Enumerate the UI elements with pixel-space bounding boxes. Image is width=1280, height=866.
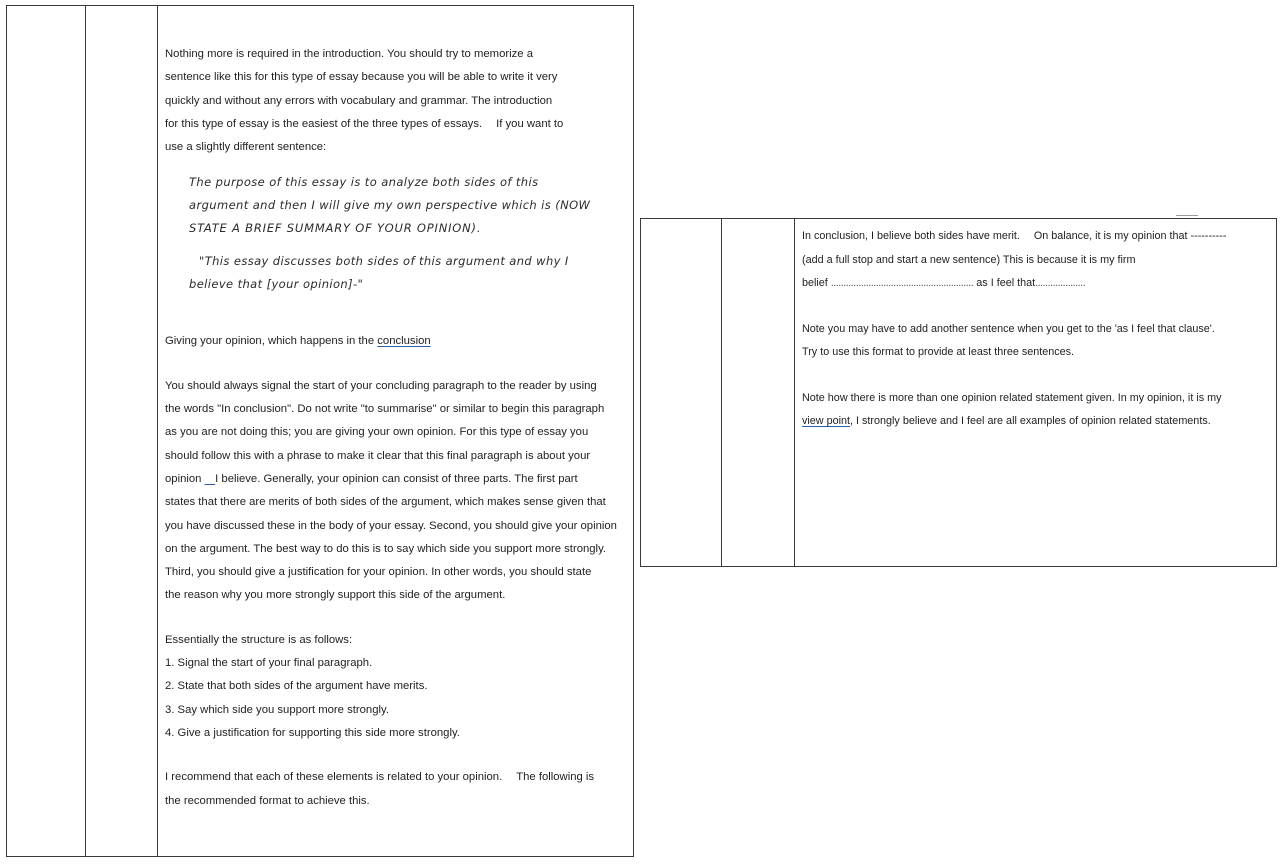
body-line: Third, you should give a justification for your opinion. In other words, you should state bbox=[165, 566, 592, 579]
example-line: believe that [your opinion]-" bbox=[189, 277, 364, 292]
intro-text: If you want to bbox=[496, 117, 564, 130]
note-line: Try to use this format to provide at least three sentences. bbox=[802, 346, 1075, 358]
template-line bbox=[802, 225, 1270, 249]
body-line: the reason why you more strongly support this side of the argument. bbox=[165, 589, 506, 602]
heading-link: conclusion bbox=[377, 335, 431, 348]
table-column-divider bbox=[85, 6, 86, 856]
example-sentence-1 bbox=[189, 171, 621, 240]
body-line: the words "In conclusion". Do not write "to summarise" or similar to begin this paragraph bbox=[165, 403, 605, 416]
note-line: Note how there is more than one opinion related statement given. In my opinion, it is my bbox=[802, 391, 1222, 404]
intro-line: sentence like this for this type of essay because you will be able to write it very bbox=[165, 71, 558, 84]
closing-text: I recommend that each of these elements is related to your opinion. bbox=[165, 771, 503, 784]
note-line: Note you may have to add another sentence when you get to the 'as I feel that clause'. bbox=[802, 322, 1215, 335]
body-line: You should always signal the start of your concluding paragraph to the reader by using bbox=[165, 379, 597, 392]
step-item: 2. State that both sides of the argument have merits. bbox=[165, 680, 428, 693]
example-sentence-2 bbox=[189, 250, 621, 296]
template-line: (add a full stop and start a new sentence) This is because it is my firm bbox=[802, 253, 1136, 266]
step-item: 3. Say which side you support more strongly. bbox=[165, 703, 389, 716]
step-item: 1. Signal the start of your final paragraph. bbox=[165, 657, 373, 670]
blank-marker bbox=[205, 473, 216, 485]
left-table bbox=[6, 5, 634, 857]
intro-text: for this type of essay is the easiest of the three types of essays. bbox=[165, 117, 483, 130]
step-item: 4. Give a justification for supporting this side more strongly. bbox=[165, 726, 460, 739]
page-mark bbox=[1176, 215, 1198, 216]
intro-line bbox=[165, 113, 621, 136]
note-link: view point bbox=[802, 415, 851, 427]
closing-line bbox=[165, 766, 621, 789]
example-line: STATE A BRIEF SUMMARY OF YOUR OPINION). bbox=[189, 221, 482, 236]
structure-intro: Essentially the structure is as follows: bbox=[165, 633, 353, 646]
intro-line: quickly and without any errors with vocabulary and grammar. The introduction bbox=[165, 94, 553, 107]
right-content-cell bbox=[802, 219, 1270, 566]
table-column-divider bbox=[794, 219, 795, 566]
table-column-divider bbox=[721, 219, 722, 566]
blank-dots: ......................................................... bbox=[830, 277, 974, 289]
example-line: argument and then I will give my own perspective which is (NOW bbox=[189, 198, 591, 213]
example-line: "This essay discusses both sides of this argument and why I bbox=[199, 254, 569, 269]
body-line: should follow this with a phrase to make it clear that this final paragraph is about your bbox=[165, 449, 591, 462]
right-table bbox=[640, 218, 1277, 567]
template-text: as I feel that bbox=[976, 277, 1036, 289]
note-text: , I strongly believe and I feel are all examples of opinion related statements. bbox=[850, 415, 1211, 427]
left-content-cell bbox=[165, 6, 621, 856]
body-line: on the argument. The best way to do this is to say which side you support more strongly. bbox=[165, 542, 607, 555]
blank-dots: .................... bbox=[1035, 277, 1086, 289]
body-line: states that there are merits of both sides of the argument, which makes sense given that bbox=[165, 496, 606, 509]
body-line: you have discussed these in the body of your essay. Second, you should give your opinion bbox=[165, 519, 617, 532]
body-line bbox=[165, 468, 621, 491]
table-column-divider bbox=[157, 6, 158, 856]
closing-text: The following is bbox=[516, 771, 595, 784]
intro-line: use a slightly different sentence: bbox=[165, 141, 327, 154]
heading-text: Giving your opinion, which happens in the bbox=[165, 335, 378, 348]
template-text: belief bbox=[802, 277, 828, 289]
body-text: opinion bbox=[165, 472, 202, 485]
intro-line: Nothing more is required in the introduction. You should try to memorize a bbox=[165, 48, 533, 60]
example-line: The purpose of this essay is to analyze both sides of this bbox=[189, 175, 539, 190]
body-text: I believe. Generally, your opinion can consist of three parts. The first part bbox=[215, 472, 578, 485]
closing-line: the recommended format to achieve this. bbox=[165, 794, 370, 807]
template-line bbox=[802, 272, 1270, 296]
template-text: In conclusion, I believe both sides have merit. bbox=[802, 230, 1020, 242]
note-line bbox=[802, 410, 1270, 434]
section-heading bbox=[165, 330, 621, 353]
template-text: On balance, it is my opinion that ---------- bbox=[1033, 230, 1227, 242]
body-line: as you are not doing this; you are giving your own opinion. For this type of essay you bbox=[165, 426, 589, 439]
